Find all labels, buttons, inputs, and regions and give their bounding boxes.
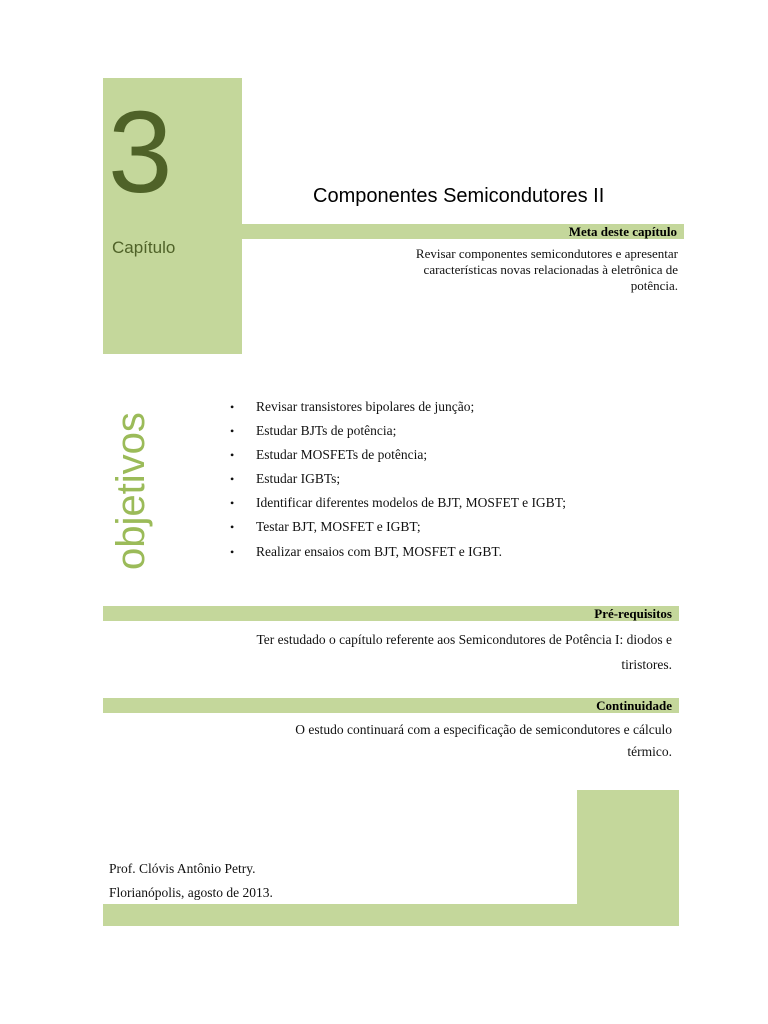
- footer-bar: [103, 904, 679, 926]
- chapter-number: 3: [108, 87, 173, 217]
- prerequisites-line: Ter estudado o capítulo referente aos Semicondutores de Potência I: diodos e: [256, 632, 672, 647]
- list-item: [230, 422, 566, 446]
- continuity-line: térmico.: [627, 744, 672, 759]
- continuity-line: O estudo continuará com a especificação de semicondutores e cálculo: [295, 722, 672, 737]
- author-name: Prof. Clóvis Antônio Petry.: [109, 861, 256, 876]
- bullet-icon: •: [230, 520, 235, 535]
- list-item: [230, 543, 566, 567]
- continuity-heading-bar: [103, 698, 679, 713]
- author-block: [109, 857, 273, 905]
- bullet-icon: •: [230, 400, 235, 414]
- place-date: Florianópolis, agosto de 2013.: [109, 885, 273, 900]
- list-item: [230, 398, 566, 422]
- list-item: [230, 470, 566, 494]
- prerequisites-heading-bar: [103, 606, 679, 621]
- meta-line: características novas relacionadas à eletrônica de: [423, 262, 678, 277]
- objective-text: Realizar ensaios com BJT, MOSFET e IGBT.: [256, 543, 502, 559]
- meta-line: Revisar componentes semicondutores e apresentar: [415, 246, 678, 261]
- meta-text: [360, 246, 678, 294]
- list-item: [230, 518, 566, 542]
- list-item: [230, 446, 566, 470]
- bullet-icon: •: [230, 424, 235, 439]
- prerequisites-line: tiristores.: [621, 657, 672, 672]
- objective-text: Estudar BJTs de potência;: [256, 423, 397, 439]
- objective-text: Estudar MOSFETs de potência;: [256, 447, 428, 463]
- continuity-heading: Continuidade: [596, 698, 672, 713]
- meta-heading: Meta deste capítulo: [568, 224, 677, 239]
- objectives-list: [230, 398, 566, 567]
- bullet-icon: •: [230, 448, 235, 463]
- list-item: [230, 494, 566, 518]
- objectives-side-label: objetivos: [109, 412, 153, 570]
- chapter-title: Componentes Semicondutores II: [313, 185, 605, 207]
- objective-text: Estudar IGBTs;: [256, 471, 341, 487]
- objective-text: Identificar diferentes modelos de BJT, MOSFET e IGBT;: [256, 495, 566, 511]
- chapter-label: Capítulo: [112, 238, 176, 257]
- prerequisites-text: [220, 627, 672, 677]
- objective-text: Testar BJT, MOSFET e IGBT;: [256, 519, 421, 535]
- bullet-icon: •: [230, 544, 235, 559]
- meta-line: potência.: [630, 278, 678, 293]
- bullet-icon: •: [230, 472, 235, 487]
- objective-text: Revisar transistores bipolares de junção;: [256, 399, 475, 414]
- prerequisites-heading: Pré-requisitos: [594, 606, 672, 621]
- bullet-icon: •: [230, 496, 235, 511]
- meta-heading-bar: [242, 224, 684, 239]
- continuity-text: [220, 719, 672, 763]
